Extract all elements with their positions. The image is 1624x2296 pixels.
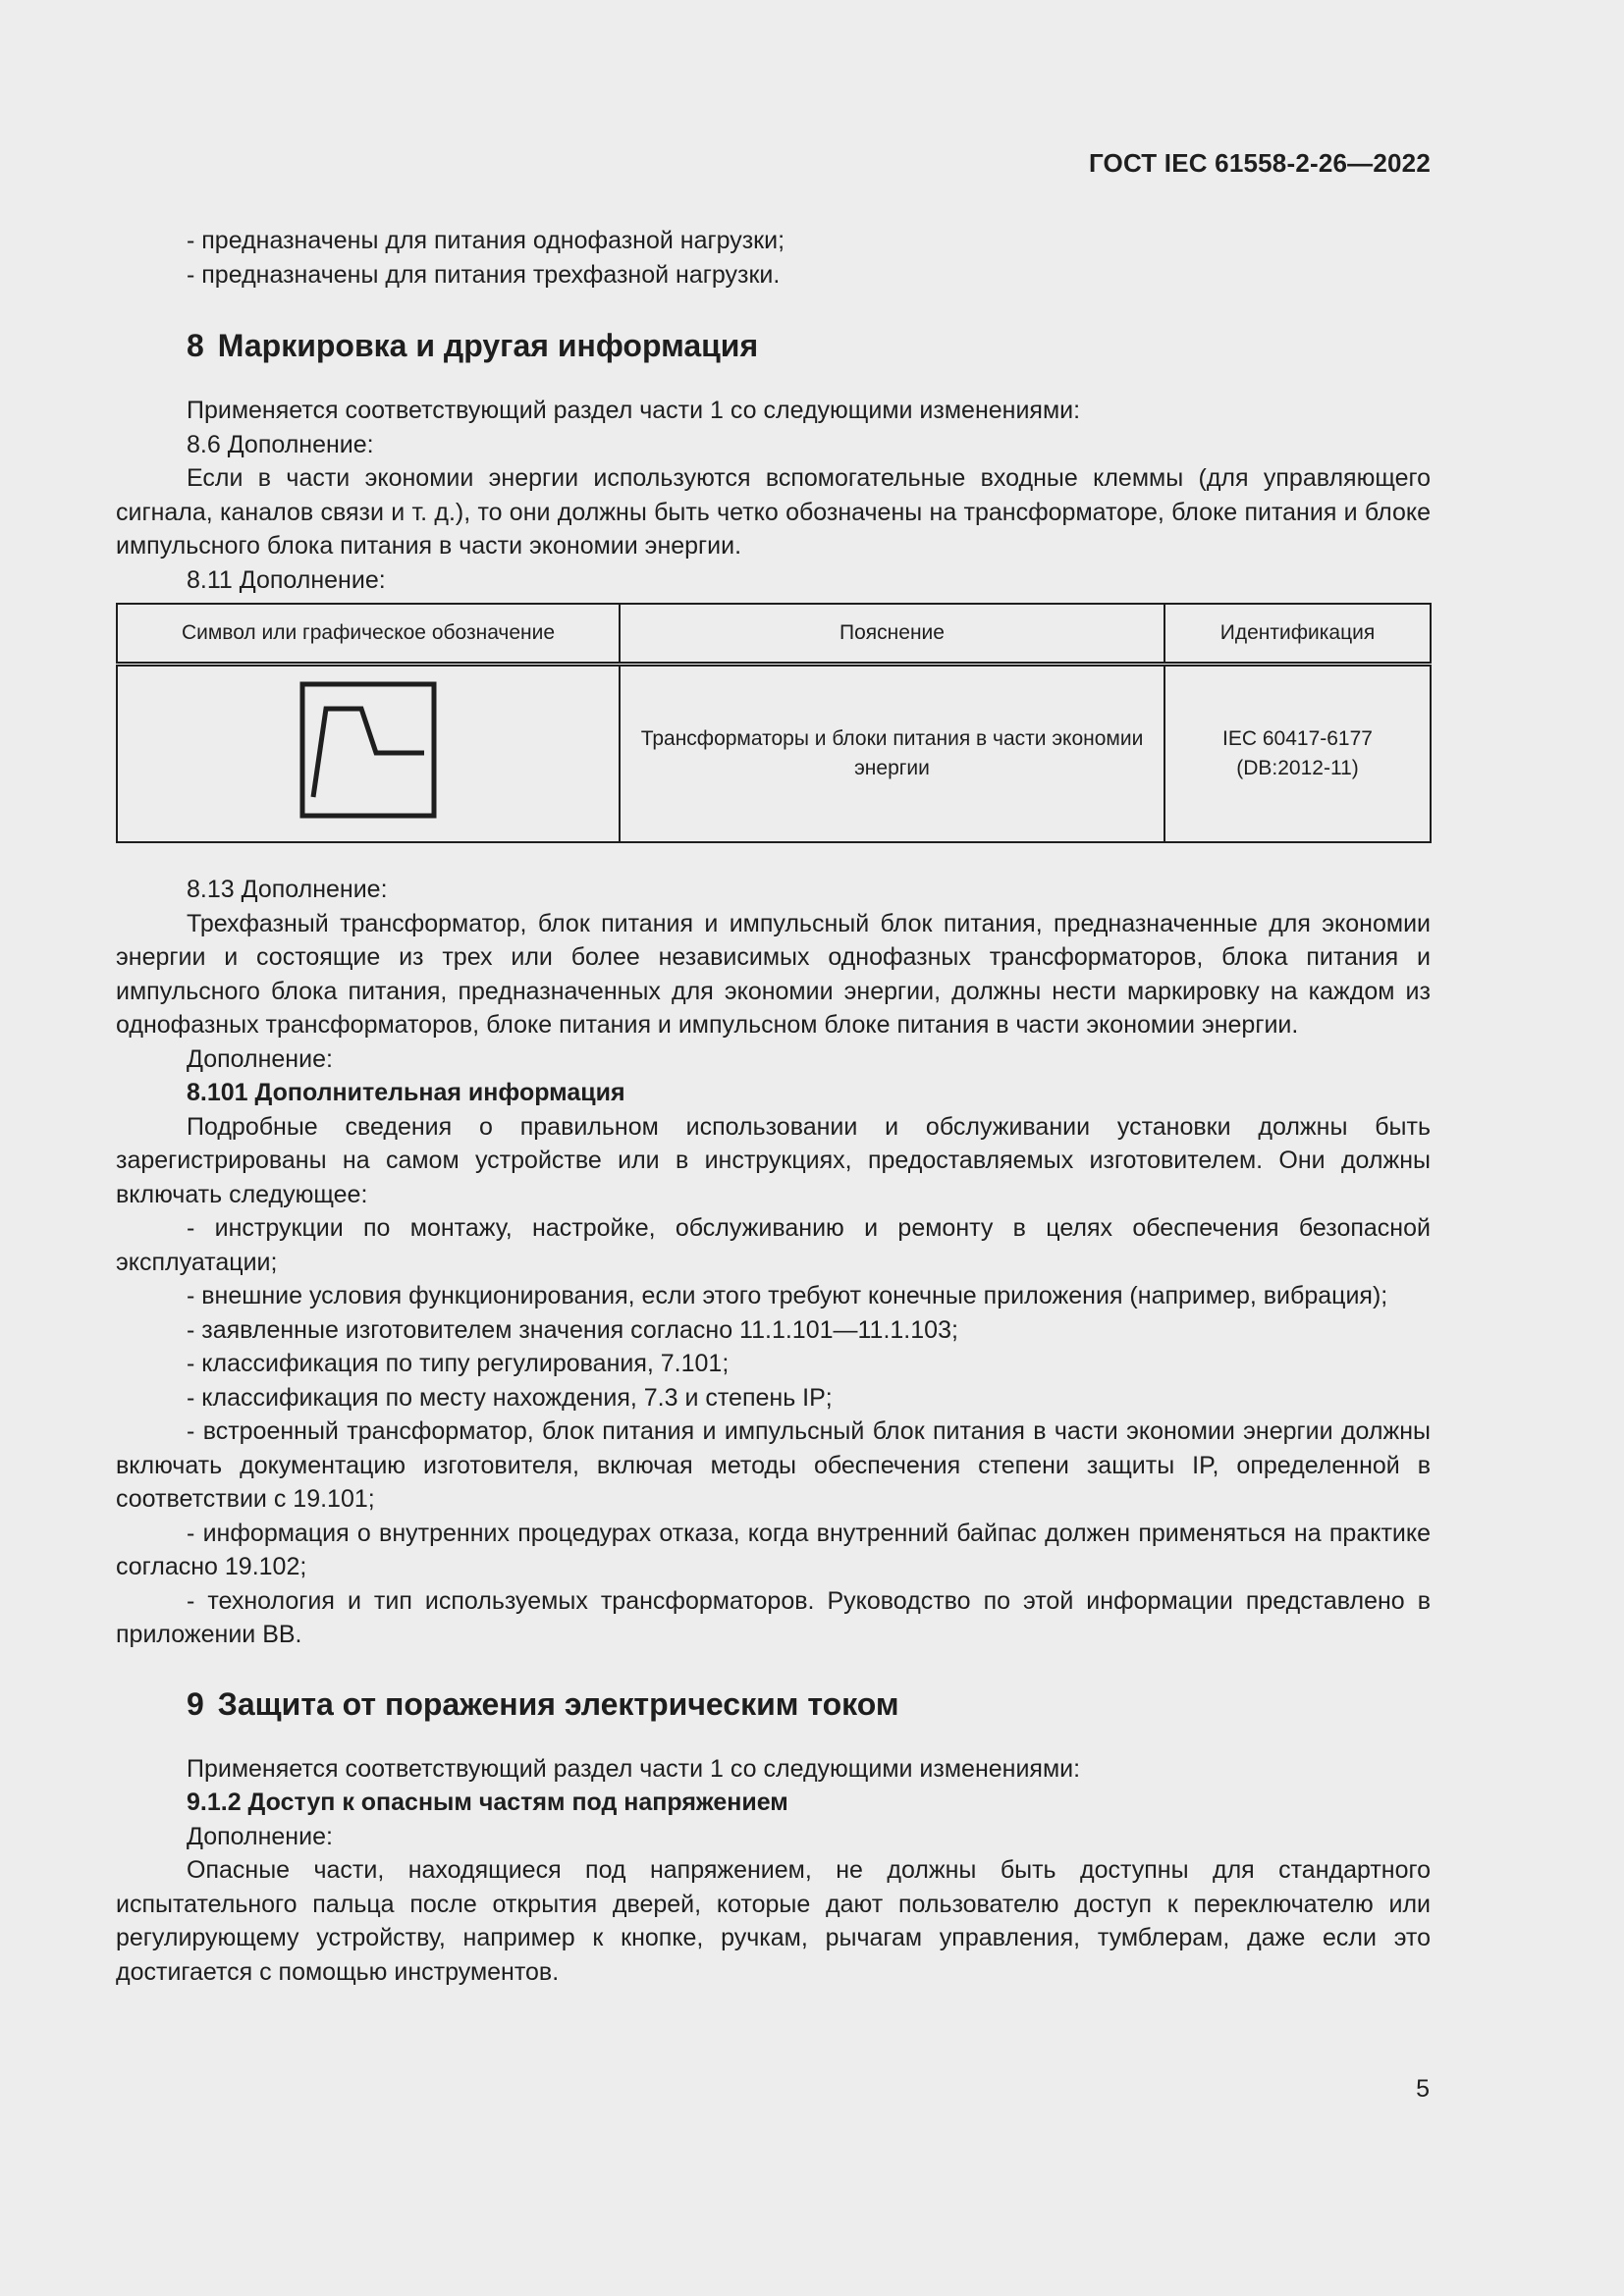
clause-8-6-label: 8.6 Дополнение: bbox=[187, 430, 374, 458]
section-9-heading bbox=[116, 1684, 1431, 1724]
clause-8-101-title: 8.101 Дополнительная информация bbox=[187, 1079, 625, 1106]
identification-cell bbox=[1164, 665, 1431, 843]
section-number: 8 bbox=[187, 328, 204, 363]
section-title: Маркировка и другая информация bbox=[217, 328, 759, 363]
column-header-identification: Идентификация bbox=[1164, 604, 1431, 665]
table-row bbox=[117, 665, 1431, 843]
symbol-cell bbox=[117, 665, 620, 843]
addition-label: Дополнение: bbox=[187, 1044, 333, 1073]
clause-9-1-2-title: 9.1.2 Доступ к опасным частям под напряжением bbox=[187, 1789, 788, 1816]
table-header-row bbox=[117, 604, 1431, 665]
section-title: Защита от поражения электрическим током bbox=[217, 1685, 899, 1722]
identification-code: IEC 60417-6177 bbox=[1222, 727, 1373, 750]
list-item: - информация о внутренних процедурах отказа, когда внутренний байпас должен применяться на практике согласно 19.102; bbox=[116, 1519, 1431, 1580]
list-item: - предназначены для питания трехфазной нагрузки. bbox=[187, 260, 781, 289]
column-header-symbol: Символ или графическое обозначение bbox=[117, 604, 620, 665]
symbol-table bbox=[116, 603, 1432, 843]
list-item: - классификация по типу регулирования, 7.101; bbox=[187, 1350, 730, 1377]
list-item: - технология и тип используемых трансформаторов. Руководство по этой информации представлено в приложении ВВ. bbox=[116, 1586, 1431, 1648]
list-item: - внешние условия функционирования, если этого требуют конечные приложения (например, вибрация); bbox=[187, 1282, 1388, 1309]
list-item: - инструкции по монтажу, настройке, обслуживанию и ремонту в целях обеспечения безопасной эксплуатации; bbox=[116, 1214, 1431, 1276]
document-header-id: ГОСТ IEC 61558-2-26—2022 bbox=[1088, 148, 1431, 178]
page-number: 5 bbox=[1416, 2075, 1430, 2103]
page-content bbox=[116, 224, 1431, 1989]
addition-label: Дополнение: bbox=[187, 1822, 333, 1850]
list-item: - классификация по месту нахождения, 7.3 и степень IP; bbox=[187, 1383, 833, 1412]
clause-8-13-label: 8.13 Дополнение: bbox=[187, 876, 388, 903]
section-8-heading bbox=[116, 326, 1431, 365]
clause-8-6-text: Если в части экономии энергии используются вспомогательные входные клеммы (для управляющего сигнала, каналов связи и т. д.), то они должны быть четко обозначены на трансформаторе, блоке питания и блоке импульсного блока питания в части экономии энергии. bbox=[116, 464, 1431, 560]
clause-8-11-label: 8.11 Дополнение: bbox=[187, 565, 386, 594]
identification-date: (DB:2012-11) bbox=[1236, 757, 1359, 779]
column-header-explanation: Пояснение bbox=[620, 604, 1164, 665]
explanation-cell: Трансформаторы и блоки питания в части экономии энергии bbox=[620, 665, 1164, 843]
clause-8-13-text: Трехфазный трансформатор, блок питания и импульсный блок питания, предназначенные для экономии энергии и состоящие из трех или более независимых однофазных трансформаторов, блока питания и импульсного блока питания, предназначенных для экономии энергии, должны нести маркировку на каждом из однофазных трансформаторов, блоке питания и импульсном блоке питания в части экономии энергии. bbox=[116, 909, 1431, 1039]
list-item: - встроенный трансформатор, блок питания и импульсный блок питания в части экономии энергии должны включать документацию изготовителя, включая методы обеспечения степени защиты IP, определенной в соответствии с 19.101; bbox=[116, 1417, 1431, 1513]
list-item: - заявленные изготовителем значения согласно 11.1.101—11.1.103; bbox=[187, 1315, 958, 1344]
section-9-intro: Применяется соответствующий раздел части 1 со следующими изменениями: bbox=[187, 1754, 1081, 1783]
section-number: 9 bbox=[187, 1685, 204, 1722]
list-item: - предназначены для питания однофазной нагрузки; bbox=[187, 227, 785, 254]
section-8-intro: Применяется соответствующий раздел части 1 со следующими изменениями: bbox=[187, 397, 1081, 424]
clause-8-101-text: Подробные сведения о правильном использовании и обслуживании установки должны быть зарегистрированы на самом устройстве или в инструкциях, предоставляемых изготовителем. Они должны включать следующее: bbox=[116, 1112, 1431, 1208]
energy-saving-transformer-symbol-icon bbox=[299, 681, 437, 828]
clause-9-1-2-text: Опасные части, находящиеся под напряжением, не должны быть доступны для стандартного испытательного пальца после открытия дверей, которые дают пользователю доступ к переключателю или регулирующему устройству, например к кнопке, ручкам, рычагам управления, тумблерам, даже если это достигается с помощью инструментов. bbox=[116, 1856, 1431, 1986]
